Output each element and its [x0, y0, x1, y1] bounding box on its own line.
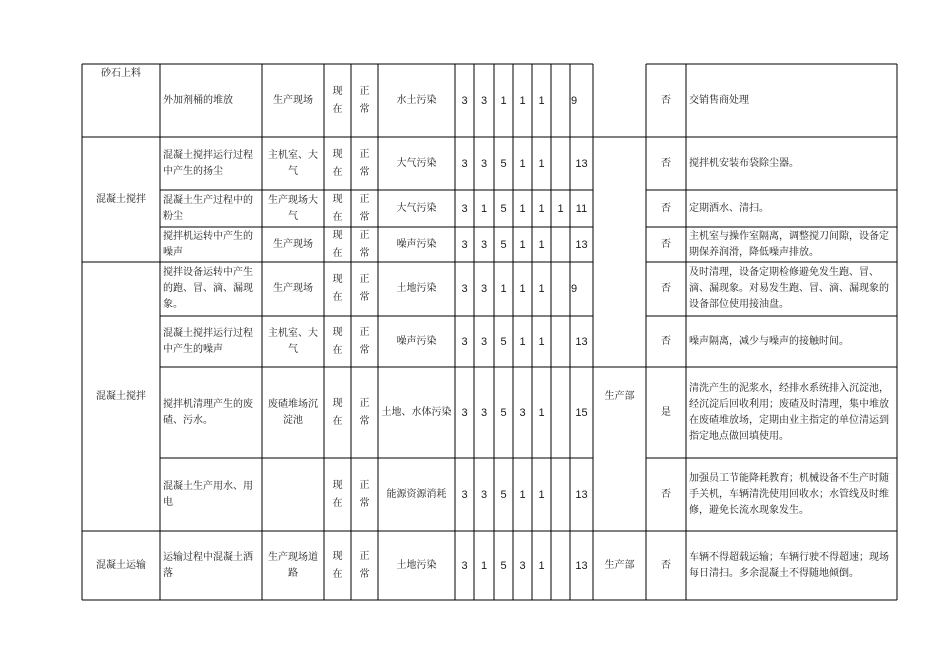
cell-location: 生产现场 — [273, 94, 313, 106]
cell-state: 正常 — [359, 274, 370, 303]
cell-tense: 现在 — [332, 85, 343, 115]
cell-b: 1 — [480, 559, 488, 572]
cell-b: 3 — [480, 335, 488, 348]
cell-impact: 土地、水体污染 — [381, 406, 452, 418]
cell-tense: 现在 — [332, 148, 343, 178]
cell-e: 1 — [538, 157, 545, 170]
cell-important: 否 — [661, 488, 671, 500]
cell-score: 13 — [575, 559, 588, 572]
cell-location: 生产现场道路 — [268, 551, 318, 579]
cell-tense: 现在 — [332, 479, 343, 509]
cell-d: 3 — [519, 406, 526, 419]
cell-b: 1 — [480, 202, 488, 215]
cell-e: 1 — [538, 488, 545, 501]
cell-activity: 混凝土生产用水、用电 — [163, 480, 253, 508]
cell-score: 15 — [575, 406, 588, 419]
cell-activity: 外加剂桶的堆放 — [163, 94, 233, 106]
cell-impact: 噪声污染 — [396, 238, 437, 250]
cell-a: 3 — [461, 202, 468, 215]
cell-f: 1 — [557, 202, 564, 215]
cell-b: 3 — [480, 157, 488, 170]
cell-a: 3 — [461, 238, 468, 251]
cell-f — [551, 64, 570, 137]
cell-c: 1 — [500, 94, 507, 107]
cell-c: 5 — [500, 157, 507, 170]
cell-activity: 混凝土搅拌运行过程中产生的噪声 — [163, 327, 253, 355]
cell-score: 9 — [571, 94, 578, 107]
cell-activity: 搅拌机运转中产生的噪声 — [163, 230, 253, 258]
cell-a: 3 — [461, 94, 468, 107]
cell-measure: 主机室与操作室隔离，调整搅刀间隙，设备定期保养润滑，降低噪声排放。 — [689, 230, 889, 258]
cell-impact: 水土污染 — [396, 94, 437, 106]
cell-score: 13 — [575, 335, 588, 348]
cell-impact: 土地污染 — [396, 283, 437, 294]
cell-c: 5 — [500, 488, 507, 501]
cell-c: 5 — [500, 559, 507, 572]
cell-location: 生产现场 — [273, 283, 313, 294]
cell-measure: 及时清理，设备定期检修避免发生跑、冒、滴、漏现象。对易发生跑、冒、滴、漏现象的设备部位使用接油盘。 — [689, 267, 889, 310]
cell-important: 否 — [661, 94, 671, 106]
cell-a: 3 — [461, 283, 468, 295]
cell-d: 1 — [519, 202, 526, 215]
cell-score: 13 — [575, 488, 588, 501]
cell-c: 5 — [500, 406, 507, 419]
cell-measure: 定期洒水、清扫。 — [689, 202, 769, 214]
cell-b: 3 — [480, 94, 488, 107]
cell-a: 3 — [461, 559, 468, 572]
group-label: 砂石上料 — [101, 68, 141, 79]
cell-state: 正常 — [359, 85, 370, 115]
cell-impact: 大气污染 — [396, 202, 437, 214]
cell-state: 正常 — [359, 229, 370, 259]
group-label: 混凝土运输 — [96, 559, 146, 571]
cell-measure: 噪声隔离，减少与噪声的接触时间。 — [689, 335, 849, 347]
cell-important: 否 — [661, 157, 671, 169]
cell-b: 3 — [480, 488, 488, 501]
cell-a: 3 — [461, 157, 468, 170]
cell-f — [551, 531, 570, 600]
cell-f — [551, 458, 570, 531]
cell-c: 5 — [500, 238, 507, 251]
cell-a: 3 — [461, 335, 468, 348]
cell-score: 13 — [575, 238, 588, 251]
cell-measure: 车辆不得超载运输；车辆行驶不得超速；现场每日清扫。多余混凝土不得随地倾倒。 — [689, 551, 889, 579]
cell-f — [551, 137, 570, 190]
cell-score: 9 — [571, 283, 578, 295]
cell-measure: 加强员工节能降耗教育；机械设备不生产时随手关机，车辆清洗使用回收水；水管线及时维修，避免长流水现象发生。 — [689, 472, 889, 516]
cell-score: 11 — [575, 202, 588, 215]
cell-activity: 混凝土生产过程中的粉尘 — [163, 194, 253, 222]
cell-e: 1 — [538, 559, 545, 572]
cell-e: 1 — [538, 283, 545, 295]
cell-tense: 现在 — [332, 193, 343, 223]
cell-activity: 搅拌设备运转中产生的跑、冒、滴、漏现象。 — [163, 267, 253, 310]
cell-measure: 搅拌机安装布袋除尘器。 — [689, 157, 799, 169]
dept-label: 生产部 — [604, 559, 635, 571]
cell-important: 是 — [661, 406, 671, 418]
dept-label: 生产部 — [604, 391, 635, 402]
cell-state: 正常 — [359, 397, 370, 427]
cell-e: 1 — [538, 94, 545, 107]
cell-f — [551, 367, 570, 458]
cell-d: 1 — [519, 94, 526, 107]
cell-e: 1 — [538, 335, 545, 348]
cell-f — [551, 316, 570, 367]
cell-score: 13 — [575, 157, 588, 170]
cell-impact: 大气污染 — [396, 157, 437, 169]
cell-important: 否 — [661, 238, 671, 250]
cell-location: 主机室、大气 — [268, 149, 318, 177]
cell-d: 1 — [519, 488, 526, 501]
cell-important: 否 — [661, 335, 671, 347]
cell-tense: 现在 — [332, 229, 343, 259]
cell-d: 1 — [519, 283, 526, 295]
cell-activity: 混凝土搅拌运行过程中产生的扬尘 — [163, 149, 253, 177]
cell-f — [551, 227, 570, 262]
group-label: 混凝土搅拌 — [96, 390, 146, 402]
cell-location: 主机室、大气 — [268, 327, 318, 355]
cell-impact: 土地污染 — [396, 559, 437, 571]
cell-tense: 现在 — [332, 550, 343, 580]
cell-a: 3 — [461, 488, 468, 501]
cell-measure: 交销售商处理 — [689, 94, 749, 106]
cell-impact: 噪声污染 — [396, 335, 437, 347]
cell-location: 废碴堆场沉淀池 — [268, 398, 318, 426]
cell-important: 否 — [661, 283, 671, 294]
cell-measure: 清洗产生的泥浆水，经排水系统排入沉淀池，经沉淀后回收利用；废碴及时清理，集中堆放在废碴堆放场，定期由业主指定的单位清运到指定地点做回填使用。 — [689, 382, 889, 442]
cell-d: 1 — [519, 335, 526, 348]
cell-state: 正常 — [359, 550, 370, 580]
cell-c: 5 — [500, 335, 507, 348]
cell-b: 3 — [480, 283, 488, 295]
cell-b: 3 — [480, 406, 488, 419]
cell-e: 1 — [538, 406, 545, 419]
cell-state: 正常 — [359, 193, 370, 223]
cell-c: 1 — [500, 283, 507, 295]
cell-location: 生产现场 — [273, 238, 313, 250]
cell-tense: 现在 — [332, 274, 343, 303]
cell-d: 3 — [519, 559, 526, 572]
cell-f — [551, 262, 570, 316]
cell-tense: 现在 — [332, 326, 343, 356]
cell-impact: 能源资源消耗 — [386, 488, 447, 500]
cell-d: 1 — [519, 157, 526, 170]
cell-location — [262, 458, 324, 531]
cell-state: 正常 — [359, 326, 370, 356]
cell-b: 3 — [480, 238, 488, 251]
cell-state: 正常 — [359, 479, 370, 509]
cell-location: 生产现场大气 — [268, 194, 318, 222]
group-label: 混凝土搅拌 — [96, 193, 146, 205]
cell-a: 3 — [461, 406, 468, 419]
cell-e: 1 — [538, 202, 545, 215]
cell-state: 正常 — [359, 148, 370, 178]
cell-tense: 现在 — [332, 397, 343, 427]
cell-activity: 搅拌机清理产生的废碴、污水。 — [163, 398, 253, 426]
cell-d: 1 — [519, 238, 526, 251]
cell-important: 否 — [661, 202, 671, 214]
cell-activity: 运输过程中混凝土洒落 — [163, 551, 253, 579]
cell-e: 1 — [538, 238, 545, 251]
cell-c: 5 — [500, 202, 507, 215]
cell-important: 否 — [661, 559, 671, 571]
